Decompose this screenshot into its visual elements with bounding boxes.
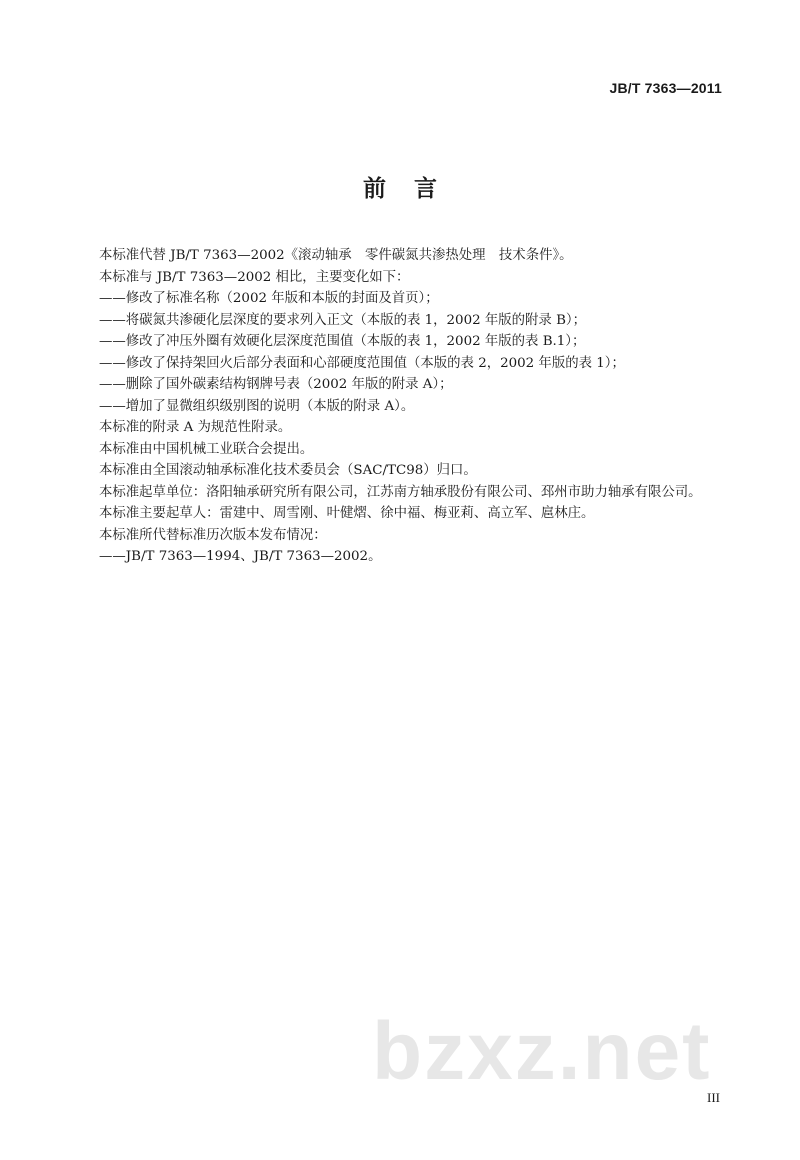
change-item: ——删除了国外碳素结构钢牌号表（2002 年版的附录 A）； [99, 377, 453, 392]
change-item: ——修改了保持架回火后部分表面和心部硬度范围值（本版的表 2，2002 年版的表 1）； [99, 355, 625, 371]
change-item: ——修改了冲压外圈有效硬化层深度范围值（本版的表 1，2002 年版的表 B.1）； [99, 334, 586, 349]
page-number: III [707, 1090, 720, 1105]
standard-number: JB/T 7363—2011 [609, 80, 722, 96]
paragraph-committee: 本标准由全国滚动轴承标准化技术委员会（SAC/TC98）归口。 [99, 463, 477, 478]
paragraph-drafters: 本标准主要起草人：雷建中、周雪刚、叶健熠、徐中福、梅亚莉、高立军、扈林庄。 [99, 506, 595, 521]
paragraph-drafting-units: 本标准起草单位：洛阳轴承研究所有限公司，江苏南方轴承股份有限公司、邳州市助力轴承有限公司。 [99, 484, 702, 500]
paragraph-replaces: 本标准代替 JB/T 7363—2002《滚动轴承 零件碳氮共渗热处理 技术条件》。 [99, 248, 573, 263]
history-item: ——JB/T 7363—1994、JB/T 7363—2002。 [99, 549, 382, 564]
paragraph-changes-intro: 本标准与 JB/T 7363—2002 相比，主要变化如下： [99, 269, 410, 285]
page-title: 前言 [363, 176, 465, 202]
change-item: ——修改了标准名称（2002 年版和本版的封面及首页）； [99, 291, 439, 306]
paragraph-annex: 本标准的附录 A 为规范性附录。 [99, 420, 292, 435]
change-item: ——增加了显微组织级别图的说明（本版的附录 A）。 [99, 398, 415, 414]
foreword-body [72, 245, 728, 568]
paragraph-history-intro: 本标准所代替标准历次版本发布情况： [99, 527, 327, 543]
paragraph-proposer: 本标准由中国机械工业联合会提出。 [99, 441, 314, 457]
watermark: bzxz.net [372, 1006, 712, 1097]
change-item: ——将碳氮共渗硬化层深度的要求列入正文（本版的表 1，2002 年版的附录 B）； [99, 312, 587, 328]
